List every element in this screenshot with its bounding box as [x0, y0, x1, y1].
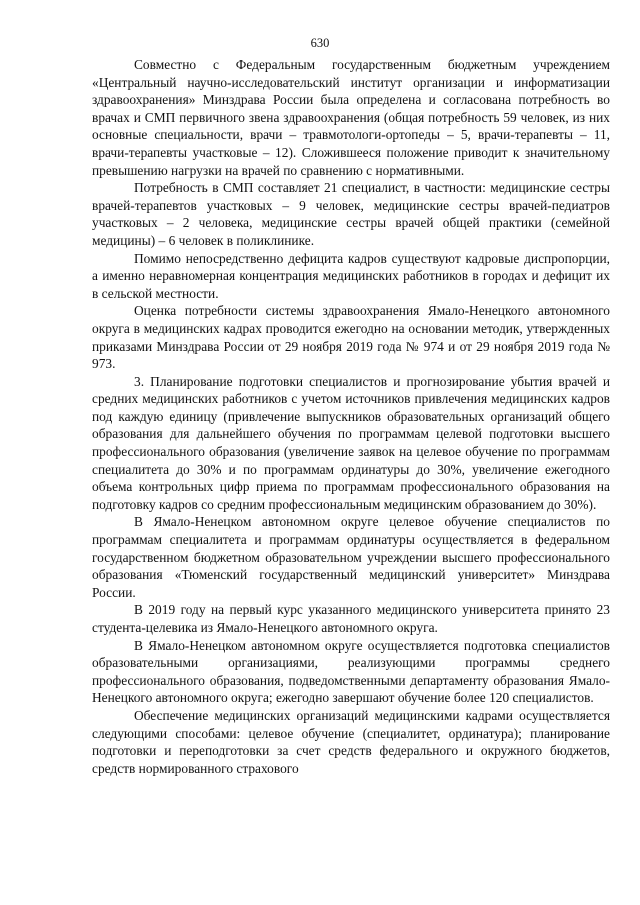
page-number: 630 — [310, 36, 330, 50]
paragraph-2: Потребность в СМП составляет 21 специалист, в частности: медицинские сестры врачей-терапевтов участковых – 9 человек, медицинские сестры врачей-педиатров участковых – 2 человека, медицинские сестры врачей общей практики (семейной медицины) – 6 человек в поликлинике. — [92, 180, 610, 248]
paragraph-5: 3. Планирование подготовки специалистов и прогнозирование убытия врачей и средних медицинских работников с учетом источников привлечения медицинских кадров под каждую единицу (привлечение выпускников образовательных организаций общего образования для дальнейшего обучения по программам целевой подготовки высшего профессионального образования (увеличение заявок на целевое обучение по программам специалитета до 30% и по программам ординатуры до 30%, увеличение ежегодного объема контрольных цифр приема по программам профессионального образования на подготовку кадров со средним профессиональным медицинским образованием до 30%). — [92, 373, 610, 512]
paragraph-3: Помимо непосредственно дефицита кадров существуют кадровые диспропорции, а именно неравномерная концентрация медицинских работников в городах и дефицит их в сельской местности. — [92, 250, 610, 301]
paragraph-1: Совместно с Федеральным государственным бюджетным учреждением «Центральный научно-исследовательский институт организации и информатизации здравоохранения» Минздрава России была определена и согласована потребность во врачах и СМП первичного звена здравоохранения (общая потребность 59 человек, из них основные специальности, врачи – травмотологи-ортопеды – 5, врачи-терапевты – 11, врачи-терапевты участковые – 12). Сложившееся положение приводит к значительному превышению нагрузки на врачей по сравнению с нормативными. — [92, 57, 610, 178]
document-body — [92, 56, 610, 777]
paragraph-4: Оценка потребности системы здравоохранения Ямало-Ненецкого автономного округа в медицинских кадрах проводится ежегодно на основании методик, утвержденных приказами Минздрава России от 29 ноября 2019 года № 974 и от 29 ноября 2019 года № 973. — [92, 303, 610, 372]
paragraph-8: В Ямало-Ненецком автономном округе осуществляется подготовка специалистов образовательными организациями, реализующими программы среднего профессионального образования, подведомственными департаменту образования Ямало-Ненецкого автономного округа; ежегодно завершают обучение более 120 специалистов. — [92, 637, 610, 706]
paragraph-7: В 2019 году на первый курс указанного медицинского университета принято 23 студента-целевика из Ямало-Ненецкого автономного округа. — [92, 602, 610, 635]
paragraph-6: В Ямало-Ненецком автономном округе целевое обучение специалистов по программам специалитета и программам ординатуры осуществляется в федеральном государственном бюджетном образовательном учреждении высшего профессионального образования «Тюменский государственный медицинский университет» Минздрава России. — [92, 514, 610, 600]
paragraph-9: Обеспечение медицинских организаций медицинскими кадрами осуществляется следующими способами: целевое обучение (специалитет, ординатура); планирование подготовки и переподготовки за счет средств федерального и окружного бюджетов, средств нормированного страхового — [92, 707, 610, 776]
